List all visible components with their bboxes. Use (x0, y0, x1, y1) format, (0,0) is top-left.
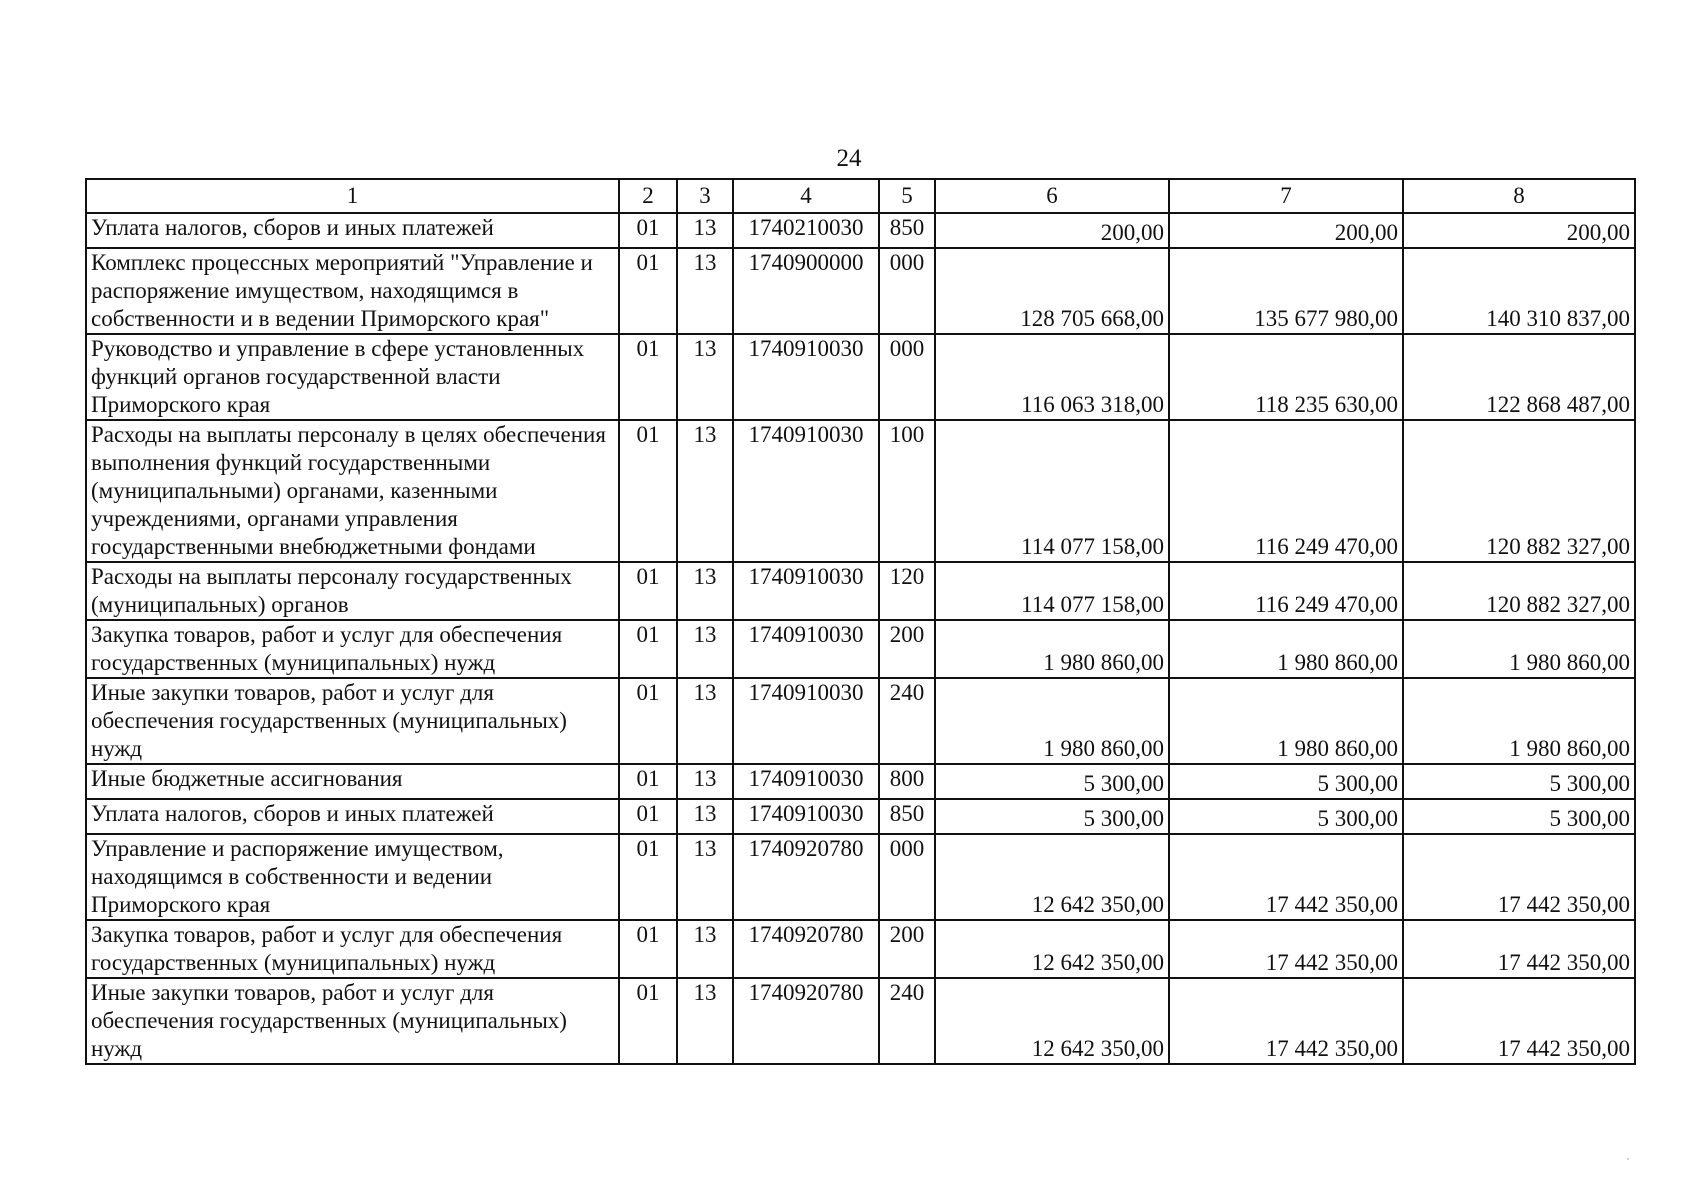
amount-col8: 140 310 837,00 (1403, 248, 1635, 334)
amount-col7: 118 235 630,00 (1169, 334, 1403, 420)
amount-col8: 17 442 350,00 (1403, 978, 1635, 1064)
amount-col7: 1 980 860,00 (1169, 678, 1403, 764)
section-code: 01 (619, 248, 677, 334)
amount-col6: 114 077 158,00 (935, 420, 1169, 562)
column-header: 8 (1403, 179, 1635, 213)
amount-col8: 1 980 860,00 (1403, 678, 1635, 764)
subsection-code: 13 (677, 678, 733, 764)
expense-name: Закупка товаров, работ и услуг для обеспечения государственных (муниципальных) нужд (86, 920, 619, 978)
section-code: 01 (619, 764, 677, 799)
expense-name: Иные бюджетные ассигнования (86, 764, 619, 799)
amount-col7: 200,00 (1169, 213, 1403, 248)
section-code: 01 (619, 420, 677, 562)
expense-name: Расходы на выплаты персоналу в целях обеспечения выполнения функций государственными (муниципальными) органами, казенными учреждениями, органами управления государственными внебюджетными фондами (86, 420, 619, 562)
amount-col6: 12 642 350,00 (935, 834, 1169, 920)
subsection-code: 13 (677, 764, 733, 799)
target-article-code: 1740210030 (733, 213, 879, 248)
subsection-code: 13 (677, 620, 733, 678)
amount-col8: 17 442 350,00 (1403, 834, 1635, 920)
expense-type-code: 850 (879, 799, 935, 834)
amount-col8: 5 300,00 (1403, 799, 1635, 834)
subsection-code: 13 (677, 213, 733, 248)
column-header: 1 (86, 179, 619, 213)
expense-name: Иные закупки товаров, работ и услуг для обеспечения государственных (муниципальных) нужд (86, 978, 619, 1064)
table-header-row (86, 179, 1635, 213)
amount-col8: 120 882 327,00 (1403, 420, 1635, 562)
target-article-code: 1740910030 (733, 799, 879, 834)
amount-col7: 5 300,00 (1169, 764, 1403, 799)
table-row (86, 678, 1635, 764)
expense-type-code: 000 (879, 834, 935, 920)
table-row (86, 764, 1635, 799)
amount-col8: 120 882 327,00 (1403, 562, 1635, 620)
expense-name: Управление и распоряжение имуществом, находящимся в собственности и ведении Приморского края (86, 834, 619, 920)
subsection-code: 13 (677, 248, 733, 334)
section-code: 01 (619, 334, 677, 420)
target-article-code: 1740910030 (733, 764, 879, 799)
column-header: 7 (1169, 179, 1403, 213)
amount-col8: 200,00 (1403, 213, 1635, 248)
budget-table (85, 178, 1636, 1065)
section-code: 01 (619, 562, 677, 620)
amount-col6: 5 300,00 (935, 764, 1169, 799)
table-row (86, 799, 1635, 834)
amount-col7: 116 249 470,00 (1169, 562, 1403, 620)
column-header: 4 (733, 179, 879, 213)
expense-type-code: 120 (879, 562, 935, 620)
expense-type-code: 000 (879, 334, 935, 420)
expense-type-code: 000 (879, 248, 935, 334)
table-row (86, 978, 1635, 1064)
target-article-code: 1740910030 (733, 620, 879, 678)
table-row (86, 334, 1635, 420)
amount-col6: 114 077 158,00 (935, 562, 1169, 620)
table-row (86, 562, 1635, 620)
table-row (86, 620, 1635, 678)
table-row (86, 248, 1635, 334)
subsection-code: 13 (677, 799, 733, 834)
expense-name: Комплекс процессных мероприятий "Управление и распоряжение имуществом, находящимся в собственности и в ведении Приморского края" (86, 248, 619, 334)
expense-type-code: 100 (879, 420, 935, 562)
section-code: 01 (619, 213, 677, 248)
amount-col6: 200,00 (935, 213, 1169, 248)
amount-col6: 1 980 860,00 (935, 678, 1169, 764)
expense-name: Расходы на выплаты персоналу государственных (муниципальных) органов (86, 562, 619, 620)
column-header: 2 (619, 179, 677, 213)
amount-col7: 5 300,00 (1169, 799, 1403, 834)
section-code: 01 (619, 799, 677, 834)
amount-col7: 17 442 350,00 (1169, 920, 1403, 978)
expense-type-code: 200 (879, 920, 935, 978)
target-article-code: 1740910030 (733, 420, 879, 562)
target-article-code: 1740910030 (733, 334, 879, 420)
expense-type-code: 800 (879, 764, 935, 799)
expense-name: Руководство и управление в сфере установленных функций органов государственной власти Приморского края (86, 334, 619, 420)
amount-col8: 5 300,00 (1403, 764, 1635, 799)
section-code: 01 (619, 620, 677, 678)
scan-speck (1627, 1158, 1629, 1160)
subsection-code: 13 (677, 562, 733, 620)
target-article-code: 1740920780 (733, 978, 879, 1064)
target-article-code: 1740910030 (733, 678, 879, 764)
expense-type-code: 200 (879, 620, 935, 678)
table-row (86, 920, 1635, 978)
section-code: 01 (619, 834, 677, 920)
section-code: 01 (619, 920, 677, 978)
section-code: 01 (619, 678, 677, 764)
amount-col6: 1 980 860,00 (935, 620, 1169, 678)
column-header: 3 (677, 179, 733, 213)
amount-col6: 128 705 668,00 (935, 248, 1169, 334)
target-article-code: 1740900000 (733, 248, 879, 334)
target-article-code: 1740910030 (733, 562, 879, 620)
subsection-code: 13 (677, 834, 733, 920)
target-article-code: 1740920780 (733, 920, 879, 978)
amount-col8: 1 980 860,00 (1403, 620, 1635, 678)
column-header: 6 (935, 179, 1169, 213)
target-article-code: 1740920780 (733, 834, 879, 920)
expense-name: Уплата налогов, сборов и иных платежей (86, 799, 619, 834)
column-header: 5 (879, 179, 935, 213)
subsection-code: 13 (677, 978, 733, 1064)
amount-col7: 116 249 470,00 (1169, 420, 1403, 562)
expense-name: Иные закупки товаров, работ и услуг для обеспечения государственных (муниципальных) нужд (86, 678, 619, 764)
expense-name: Уплата налогов, сборов и иных платежей (86, 213, 619, 248)
table-row (86, 834, 1635, 920)
subsection-code: 13 (677, 420, 733, 562)
subsection-code: 13 (677, 920, 733, 978)
amount-col7: 17 442 350,00 (1169, 978, 1403, 1064)
amount-col7: 135 677 980,00 (1169, 248, 1403, 334)
expense-name: Закупка товаров, работ и услуг для обеспечения государственных (муниципальных) нужд (86, 620, 619, 678)
expense-type-code: 850 (879, 213, 935, 248)
amount-col6: 116 063 318,00 (935, 334, 1169, 420)
amount-col6: 12 642 350,00 (935, 920, 1169, 978)
amount-col7: 17 442 350,00 (1169, 834, 1403, 920)
table-row (86, 420, 1635, 562)
expense-type-code: 240 (879, 678, 935, 764)
amount-col6: 5 300,00 (935, 799, 1169, 834)
subsection-code: 13 (677, 334, 733, 420)
page-number: 24 (836, 145, 862, 172)
amount-col8: 17 442 350,00 (1403, 920, 1635, 978)
amount-col6: 12 642 350,00 (935, 978, 1169, 1064)
amount-col8: 122 868 487,00 (1403, 334, 1635, 420)
amount-col7: 1 980 860,00 (1169, 620, 1403, 678)
expense-type-code: 240 (879, 978, 935, 1064)
table-row (86, 213, 1635, 248)
section-code: 01 (619, 978, 677, 1064)
